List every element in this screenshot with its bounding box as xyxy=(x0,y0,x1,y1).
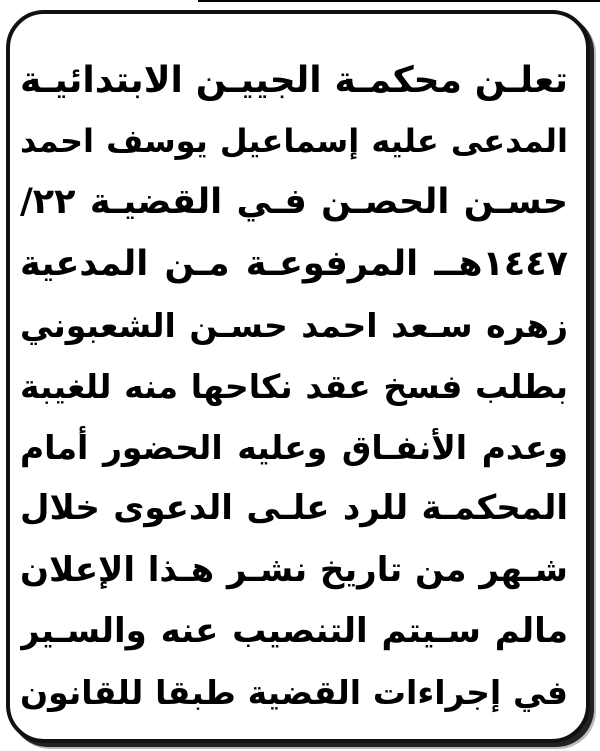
notice-line-8: المحكمـة للرد علـى الدعوى خلال xyxy=(20,488,568,529)
notice-line-3: حسـن الحصـن فـي القضيـة ٢٢/ xyxy=(20,182,568,223)
notice-line-2: المدعى عليه إسماعيل يوسف احمد xyxy=(20,122,568,161)
notice-body xyxy=(20,50,568,723)
top-divider xyxy=(198,0,600,2)
notice-line-1: تعلـن محكمـة الجييـن الابتدائيـة xyxy=(20,60,568,101)
notice-line-10: مالم سـيتم التنصيب عنه والسـير xyxy=(20,610,568,651)
notice-line-7: وعدم الأنفـاق وعليه الحضور أمام xyxy=(20,428,568,468)
notice-line-9: شـهر من تاريخ نشـر هـذا الإعلان xyxy=(20,549,568,590)
notice-line-4: ١٤٤٧هــ المرفوعـة مـن المدعية xyxy=(20,243,568,284)
notice-line-6: بطلب فسخ عقد نكاحها منه للغيبة xyxy=(20,366,568,406)
notice-line-11: في إجراءات القضية طبقا للقانون xyxy=(20,672,568,712)
notice-line-5: زهره سـعد احمد حسـن الشعبوني xyxy=(20,305,568,345)
